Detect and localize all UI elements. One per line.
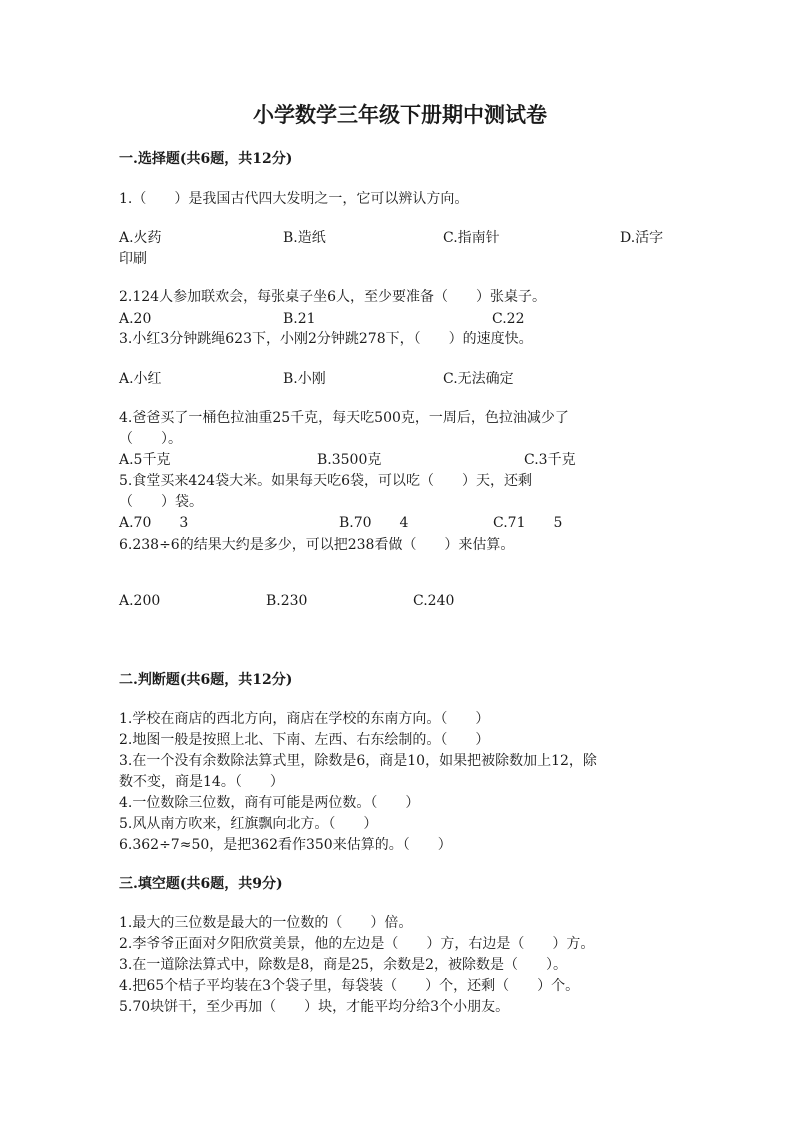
question-5-option-b: B.70 4 — [339, 515, 409, 531]
question-4-option-b: B.3500克 — [317, 452, 382, 468]
question-2-option-b: B.21 — [283, 311, 316, 327]
judge-item-5: 5.风从南方吹来，红旗飘向北方。（ ） — [119, 816, 378, 832]
fill-item-4: 4.把65个桔子平均装在3个袋子里，每袋装（ ）个，还剩（ ）个。 — [119, 978, 580, 994]
question-5-stem-continued: （ ）袋。 — [119, 494, 203, 510]
question-1-option-b: B.造纸 — [283, 230, 326, 246]
question-2-stem: 2.124人参加联欢会，每张桌子坐6人，至少要准备（ ）张桌子。 — [119, 289, 546, 305]
judge-item-6: 6.362÷7≈50，是把362看作350来估算的。（ ） — [119, 837, 452, 853]
question-6-option-b: B.230 — [266, 593, 308, 609]
section-heading-choice: 一.选择题(共6题，共12分) — [119, 151, 293, 167]
question-1-stem: 1.（ ）是我国古代四大发明之一，它可以辨认方向。 — [119, 191, 469, 207]
question-5-stem: 5.食堂买来424袋大米。如果每天吃6袋，可以吃（ ）天，还剩 — [119, 473, 532, 489]
question-2-option-c: C.22 — [492, 311, 525, 327]
judge-item-3-continued: 数不变，商是14。（ ） — [119, 774, 284, 790]
section-heading-fill: 三.填空题(共6题，共9分) — [119, 876, 283, 892]
fill-item-2: 2.李爷爷正面对夕阳欣赏美景，他的左边是（ ）方，右边是（ ）方。 — [119, 936, 595, 952]
section-heading-judge: 二.判断题(共6题，共12分) — [119, 672, 293, 688]
question-6-option-a: A.200 — [119, 593, 161, 609]
question-3-option-b: B.小刚 — [283, 371, 326, 387]
question-6-stem: 6.238÷6的结果大约是多少，可以把238看做（ ）来估算。 — [119, 537, 515, 553]
question-4-option-c: C.3千克 — [524, 452, 576, 468]
question-3-stem: 3.小红3分钟跳绳623下，小刚2分钟跳278下，（ ）的速度快。 — [119, 331, 533, 347]
judge-item-2: 2.地图一般是按照上北、下南、左西、右东绘制的。（ ） — [119, 732, 490, 748]
fill-item-1: 1.最大的三位数是最大的一位数的（ ）倍。 — [119, 915, 413, 931]
question-6-option-c: C.240 — [413, 593, 455, 609]
question-3-option-c: C.无法确定 — [443, 371, 514, 387]
question-1-option-a: A.火药 — [119, 230, 162, 246]
question-5-option-c: C.71 5 — [493, 515, 563, 531]
question-1-option-d: D.活字 — [620, 230, 664, 246]
judge-item-1: 1.学校在商店的西北方向，商店在学校的东南方向。（ ） — [119, 711, 490, 727]
fill-item-3: 3.在一道除法算式中，除数是8，商是25，余数是2，被除数是（ ）。 — [119, 957, 567, 973]
question-4-stem: 4.爸爸买了一桶色拉油重25千克，每天吃500克，一周后，色拉油减少了 — [119, 410, 569, 426]
question-1-option-d-continued: 印刷 — [119, 251, 147, 267]
question-4-stem-continued: （ ）。 — [119, 431, 182, 447]
judge-item-3: 3.在一个没有余数除法算式里，除数是6，商是10，如果把被除数加上12，除 — [119, 753, 597, 769]
page-title: 小学数学三年级下册期中测试卷 — [253, 102, 547, 127]
question-2-option-a: A.20 — [119, 311, 152, 327]
judge-item-4: 4.一位数除三位数，商有可能是两位数。（ ） — [119, 795, 420, 811]
question-3-option-a: A.小红 — [119, 371, 162, 387]
question-5-option-a: A.70 3 — [119, 515, 189, 531]
question-1-option-c: C.指南针 — [443, 230, 500, 246]
fill-item-5: 5.70块饼干，至少再加（ ）块，才能平均分给3个小朋友。 — [119, 999, 510, 1015]
question-4-option-a: A.5千克 — [119, 452, 171, 468]
